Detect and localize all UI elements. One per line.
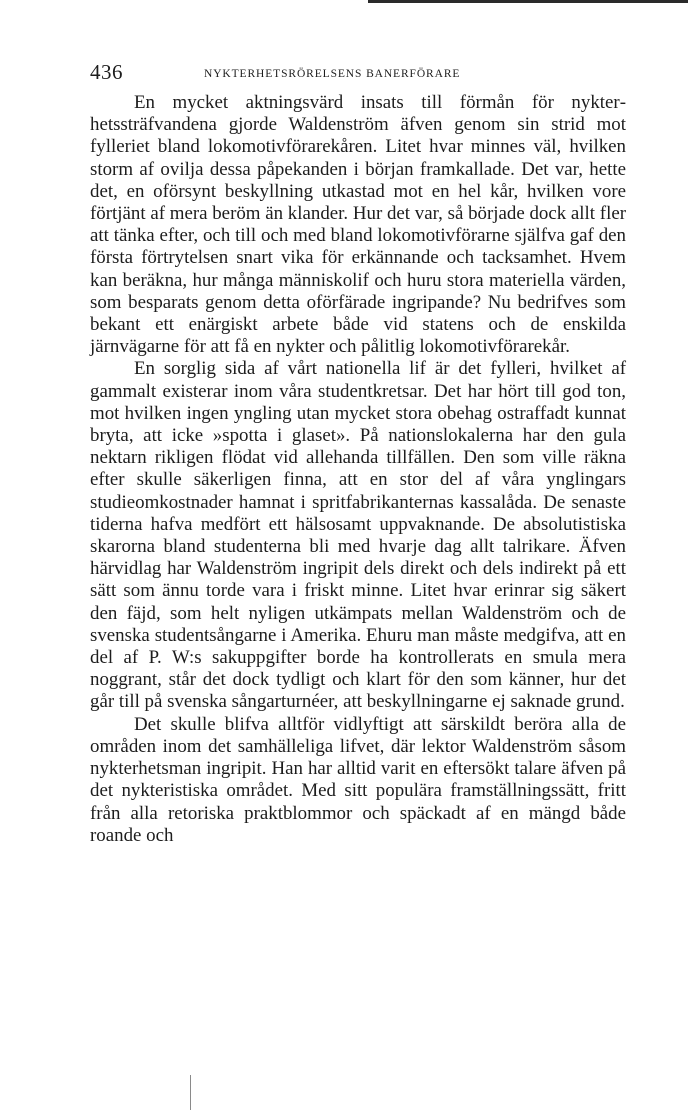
- paragraph: Det skulle blifva alltför vidlyftigt att särskildt beröra alla de områden inom det samhälleliga lifvet, där lektor Waldenström såsom nykterhetsman ingripit. Han har alltid varit en eftersökt talare äfven på det nykteristiska området. Med sitt populära framställningssätt, fritt från alla retoriska praktblommor och späckadt af en mängd både roande och: [90, 713, 626, 846]
- running-title: NYKTERHETSRÖRELSENS BANERFÖRARE: [204, 68, 461, 80]
- paragraph: En mycket aktningsvärd insats till förmån för nykterhetssträfvandena gjorde Waldenström äfven genom sin strid mot fylleriet bland lokomotivförarekåren. Litet hvar minnes väl, hvilken storm af ovilja dessa påpekanden i början framkallade. Det var, hette det, en oförsynt beskyllning utkastad mot en hel kår, hvilken vore förtjänt af mera beröm än klander. Hur det var, så började dock allt fler att tänka efter, och till och med bland lokomotivförarne själfva gaf den första förtrytelsen snart vika för erkännande och tacksamhet. Hvem kan beräkna, hur många människolif och huru stora materiella värden, som besparats genom detta oförfärade ingripande? Nu bedrifves som bekant ett enärgiskt arbete både vid statens och de enskilda järnvägarne för att få en nykter och pålitlig lokomotivförarekår.: [90, 92, 626, 358]
- running-header: [90, 60, 626, 86]
- book-page: [90, 60, 626, 847]
- paragraph: En sorglig sida af vårt nationella lif är det fylleri, hvilket af gammalt existerar inom våra studentkretsar. Det har hört till god ton, mot hvilken ingen yngling utan mycket stora obehag ostraffadt kunnat bryta, att icke »spotta i glaset». På nationslokalerna har den gula nektarn rikligen flödat vid allehanda tillfällen. Den som ville räkna efter skulle säkerligen finna, att en stor del af våra ynglingars studieomkostnader hamnat i spritfabrikanternas kassalåda. De senaste tiderna hafva medfört ett hälsosamt uppvaknande. De absolutistiska skarorna bland studenterna bli med hvarje dag allt talrikare. Äfven härvidlag har Waldenström ingripit dels direkt och dels indirekt på ett sätt som ännu torde vara i friskt minne. Litet hvar erinrar sig säkert den fäjd, som helt nyligen utkämpats mellan Waldenström och de svenska studentsångarne i Amerika. Ehuru man måste medgifva, att en del af P. W:s sakuppgifter borde ha kontrollerats en smula mera noggrant, står det dock tydligt och klart för den som känner, hur det går till på svenska sångarturnéer, att beskyllningarne ej saknade grund.: [90, 358, 626, 713]
- scan-gutter-mark: [190, 1075, 191, 1110]
- page-number: 436: [90, 60, 123, 84]
- scan-edge-rule: [368, 0, 688, 3]
- body-text: [90, 92, 626, 847]
